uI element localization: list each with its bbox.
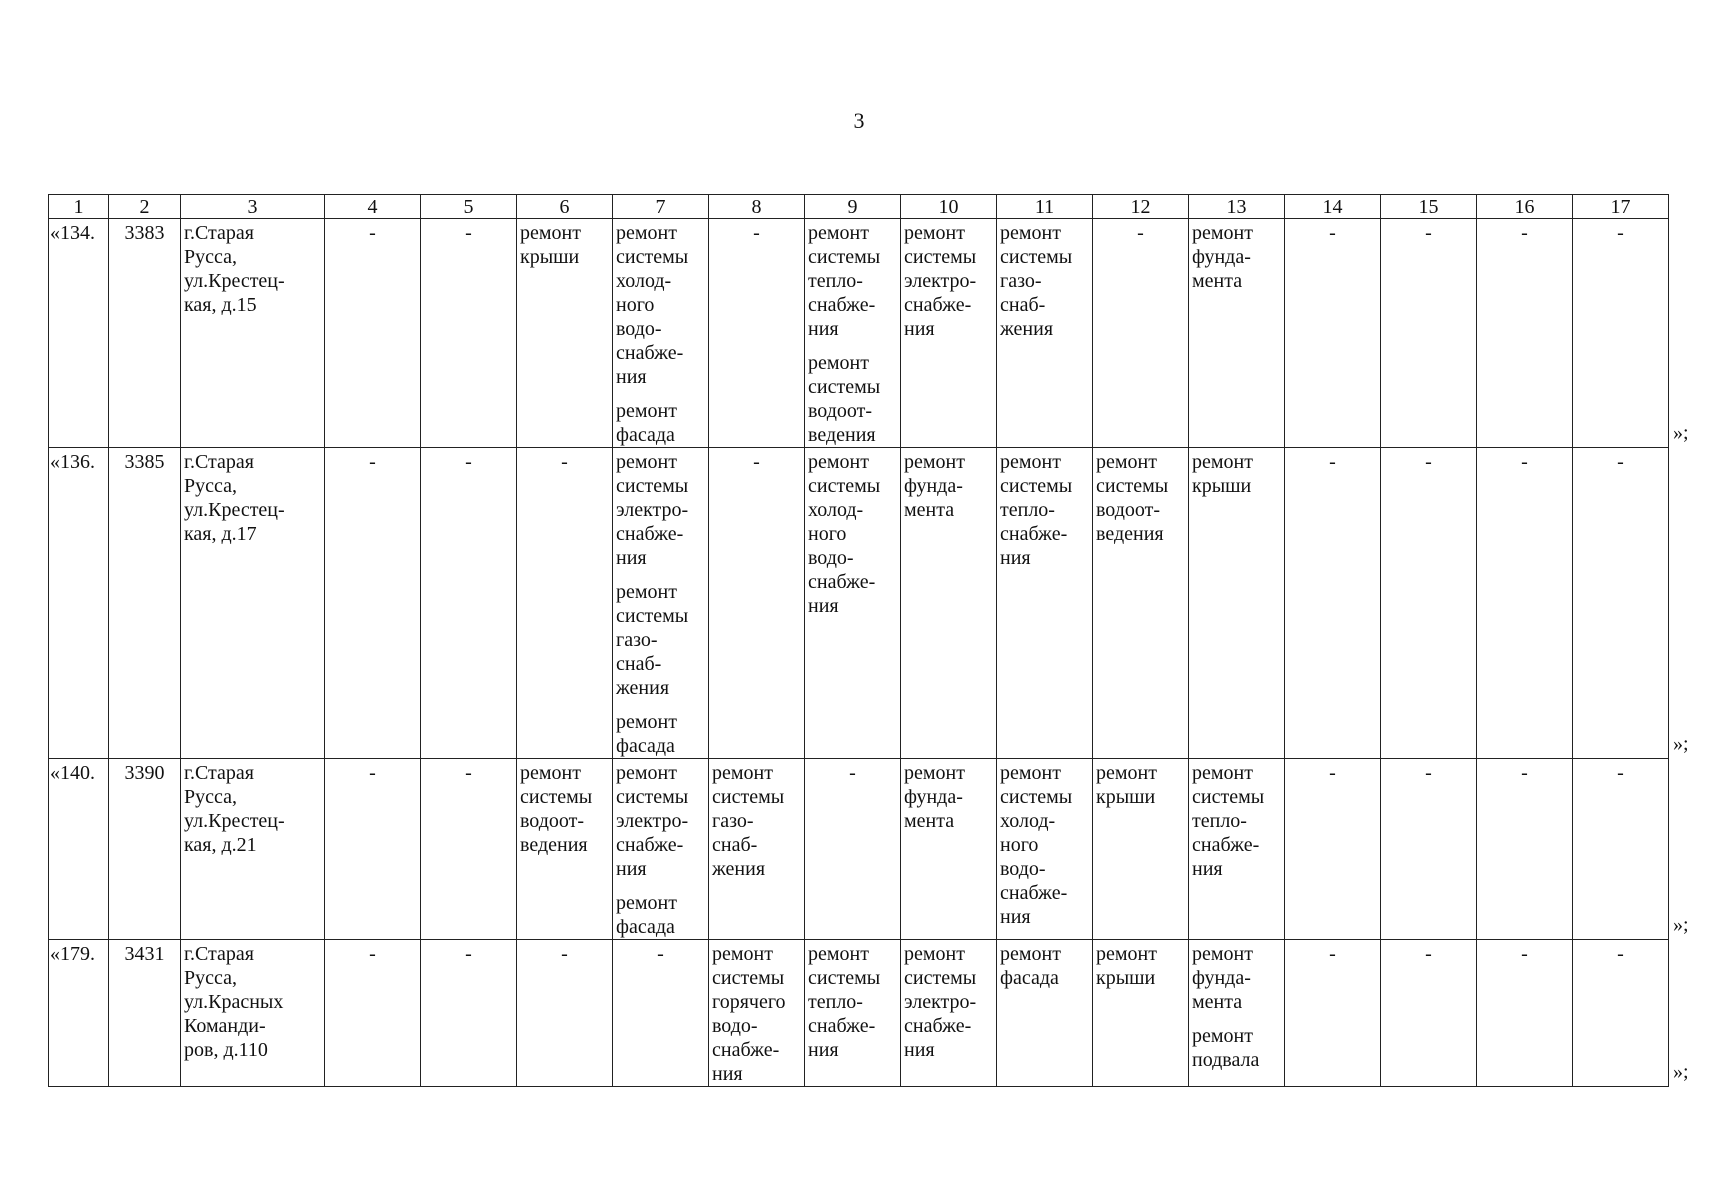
row-closing-quote: »;: [1673, 914, 1689, 936]
address-line: кая, д.15: [184, 294, 257, 316]
table-row: [49, 940, 1669, 1087]
empty-work-cell: -: [1477, 940, 1573, 1087]
building-code-cell: 3431: [109, 940, 181, 1087]
column-number-cell: 13: [1189, 195, 1285, 219]
work-entry: ремонт крыши: [1192, 451, 1253, 497]
address-cell: [181, 759, 325, 940]
empty-work-cell: -: [1285, 759, 1381, 940]
work-type-cell: [1189, 940, 1285, 1087]
work-type-cell: [517, 759, 613, 940]
column-number-cell: 14: [1285, 195, 1381, 219]
work-entry: ремонт фунда- мента: [1192, 222, 1253, 292]
address-line: ул.Крестец-: [184, 270, 285, 292]
work-type-cell: [1093, 448, 1189, 759]
empty-work-cell: -: [805, 759, 901, 940]
address-line: ров, д.110: [184, 1039, 268, 1061]
work-type-cell: [1093, 759, 1189, 940]
work-entry: ремонт системы холод- ного водо- снабже- ния: [808, 451, 881, 617]
empty-work-cell: -: [517, 448, 613, 759]
empty-work-cell: -: [1477, 219, 1573, 448]
work-entry: ремонт системы электро- снабже- ния: [904, 943, 977, 1061]
work-type-cell: [1093, 940, 1189, 1087]
address-line: ул.Красных: [184, 991, 284, 1013]
address-line: ул.Крестец-: [184, 810, 285, 832]
empty-work-cell: -: [325, 219, 421, 448]
empty-work-cell: -: [325, 759, 421, 940]
work-entry: ремонт системы тепло- снабже- ния: [1192, 762, 1265, 880]
empty-work-cell: - »;: [1573, 759, 1669, 940]
address-cell: [181, 940, 325, 1087]
work-entry: ремонт подвала: [1192, 1025, 1260, 1071]
page-number: 3: [853, 108, 865, 133]
column-number-cell: 16: [1477, 195, 1573, 219]
empty-work-cell: -: [1381, 940, 1477, 1087]
item-number-cell: «179.: [49, 940, 109, 1087]
empty-work-cell: -: [1477, 759, 1573, 940]
empty-work-cell: -: [1477, 448, 1573, 759]
work-entry: ремонт системы газо- снаб- жения: [712, 762, 785, 880]
work-type-cell: [901, 759, 997, 940]
column-number-cell: 2: [109, 195, 181, 219]
table-row: [49, 448, 1669, 759]
item-number-cell: «136.: [49, 448, 109, 759]
empty-work-cell: -: [421, 219, 517, 448]
work-type-cell: [997, 940, 1093, 1087]
building-code-cell: 3383: [109, 219, 181, 448]
empty-work-cell: -: [709, 448, 805, 759]
column-number-cell: 1: [49, 195, 109, 219]
work-entry: ремонт системы холод- ного водо- снабже- ния: [1000, 762, 1073, 928]
work-entry: ремонт крыши: [1096, 762, 1157, 808]
work-entry: ремонт системы газо- снаб- жения: [1000, 222, 1073, 340]
work-entry: ремонт системы тепло- снабже- ния: [808, 222, 881, 340]
work-type-cell: [1189, 759, 1285, 940]
empty-work-cell: -: [325, 448, 421, 759]
building-code-cell: 3385: [109, 448, 181, 759]
empty-work-cell: -: [1285, 219, 1381, 448]
work-entry: ремонт системы электро- снабже- ния: [904, 222, 977, 340]
address-line: ул.Крестец-: [184, 499, 285, 521]
work-type-cell: [709, 759, 805, 940]
empty-work-cell: -: [325, 940, 421, 1087]
work-entry: ремонт системы холод- ного водо- снабже- ния: [616, 222, 689, 388]
work-type-cell: [805, 448, 901, 759]
address-line: кая, д.21: [184, 834, 257, 856]
address-cell: [181, 219, 325, 448]
work-entry: ремонт системы газо- снаб- жения: [616, 581, 689, 699]
work-entry: ремонт фунда- мента: [904, 762, 965, 832]
work-entry: ремонт системы электро- снабже- ния: [616, 451, 689, 569]
work-entry: ремонт системы электро- снабже- ния: [616, 762, 689, 880]
work-type-cell: [805, 940, 901, 1087]
work-entry: ремонт системы водоот- ведения: [520, 762, 593, 856]
column-number-cell: 12: [1093, 195, 1189, 219]
item-number-cell: «134.: [49, 219, 109, 448]
empty-work-cell: -: [1381, 448, 1477, 759]
work-type-cell: [613, 448, 709, 759]
empty-work-cell: - »;: [1573, 448, 1669, 759]
empty-work-cell: -: [1285, 940, 1381, 1087]
address-line: г.Старая: [184, 762, 254, 784]
column-number-cell: 5: [421, 195, 517, 219]
row-closing-quote: »;: [1673, 1061, 1689, 1083]
repair-schedule-table: [48, 194, 1689, 1087]
work-type-cell: [901, 940, 997, 1087]
work-entry: ремонт системы водоот- ведения: [808, 352, 881, 446]
work-type-cell: [997, 448, 1093, 759]
work-type-cell: [709, 940, 805, 1087]
empty-work-cell: -: [1381, 219, 1477, 448]
column-number-cell: 4: [325, 195, 421, 219]
work-type-cell: [805, 219, 901, 448]
address-line: Команди-: [184, 1015, 266, 1037]
work-entry: ремонт фасада: [616, 711, 677, 757]
item-number-cell: «140.: [49, 759, 109, 940]
work-entry: ремонт фунда- мента: [904, 451, 965, 521]
work-type-cell: [613, 219, 709, 448]
empty-work-cell: -: [709, 219, 805, 448]
empty-work-cell: -: [1093, 219, 1189, 448]
empty-work-cell: -: [1381, 759, 1477, 940]
empty-work-cell: -: [421, 940, 517, 1087]
work-type-cell: [901, 448, 997, 759]
address-cell: [181, 448, 325, 759]
work-type-cell: [1189, 448, 1285, 759]
table-row: [49, 759, 1669, 940]
column-number-cell: 15: [1381, 195, 1477, 219]
address-line: Русса,: [184, 475, 237, 497]
empty-work-cell: -: [613, 940, 709, 1087]
empty-work-cell: -: [421, 759, 517, 940]
column-number-row: [49, 195, 1669, 219]
row-closing-quote: »;: [1673, 422, 1689, 444]
empty-work-cell: - »;: [1573, 219, 1669, 448]
column-number-cell: 6: [517, 195, 613, 219]
work-entry: ремонт системы водоот- ведения: [1096, 451, 1169, 545]
column-number-cell: 10: [901, 195, 997, 219]
empty-work-cell: -: [517, 940, 613, 1087]
column-number-cell: 9: [805, 195, 901, 219]
work-entry: ремонт фасада: [1000, 943, 1061, 989]
address-line: Русса,: [184, 246, 237, 268]
work-type-cell: [997, 759, 1093, 940]
empty-work-cell: -: [1285, 448, 1381, 759]
column-number-cell: 7: [613, 195, 709, 219]
work-type-cell: [613, 759, 709, 940]
work-entry: ремонт фунда- мента: [1192, 943, 1253, 1013]
address-line: Русса,: [184, 786, 237, 808]
column-number-cell: 11: [997, 195, 1093, 219]
work-entry: ремонт фасада: [616, 892, 677, 938]
column-number-cell: 17: [1573, 195, 1669, 219]
address-line: г.Старая: [184, 451, 254, 473]
address-line: г.Старая: [184, 943, 254, 965]
building-code-cell: 3390: [109, 759, 181, 940]
work-type-cell: [997, 219, 1093, 448]
work-type-cell: [1189, 219, 1285, 448]
address-line: кая, д.17: [184, 523, 257, 545]
work-entry: ремонт крыши: [520, 222, 581, 268]
address-line: Русса,: [184, 967, 237, 989]
work-entry: ремонт системы тепло- снабже- ния: [1000, 451, 1073, 569]
table-row: [49, 219, 1669, 448]
work-type-cell: [901, 219, 997, 448]
empty-work-cell: -: [421, 448, 517, 759]
work-entry: ремонт крыши: [1096, 943, 1157, 989]
column-number-cell: 8: [709, 195, 805, 219]
work-entry: ремонт системы горячего водо- снабже- ния: [712, 943, 786, 1085]
work-type-cell: [517, 219, 613, 448]
work-entry: ремонт фасада: [616, 400, 677, 446]
column-number-cell: 3: [181, 195, 325, 219]
work-entry: ремонт системы тепло- снабже- ния: [808, 943, 881, 1061]
row-closing-quote: »;: [1673, 733, 1689, 755]
address-line: г.Старая: [184, 222, 254, 244]
empty-work-cell: - »;: [1573, 940, 1669, 1087]
